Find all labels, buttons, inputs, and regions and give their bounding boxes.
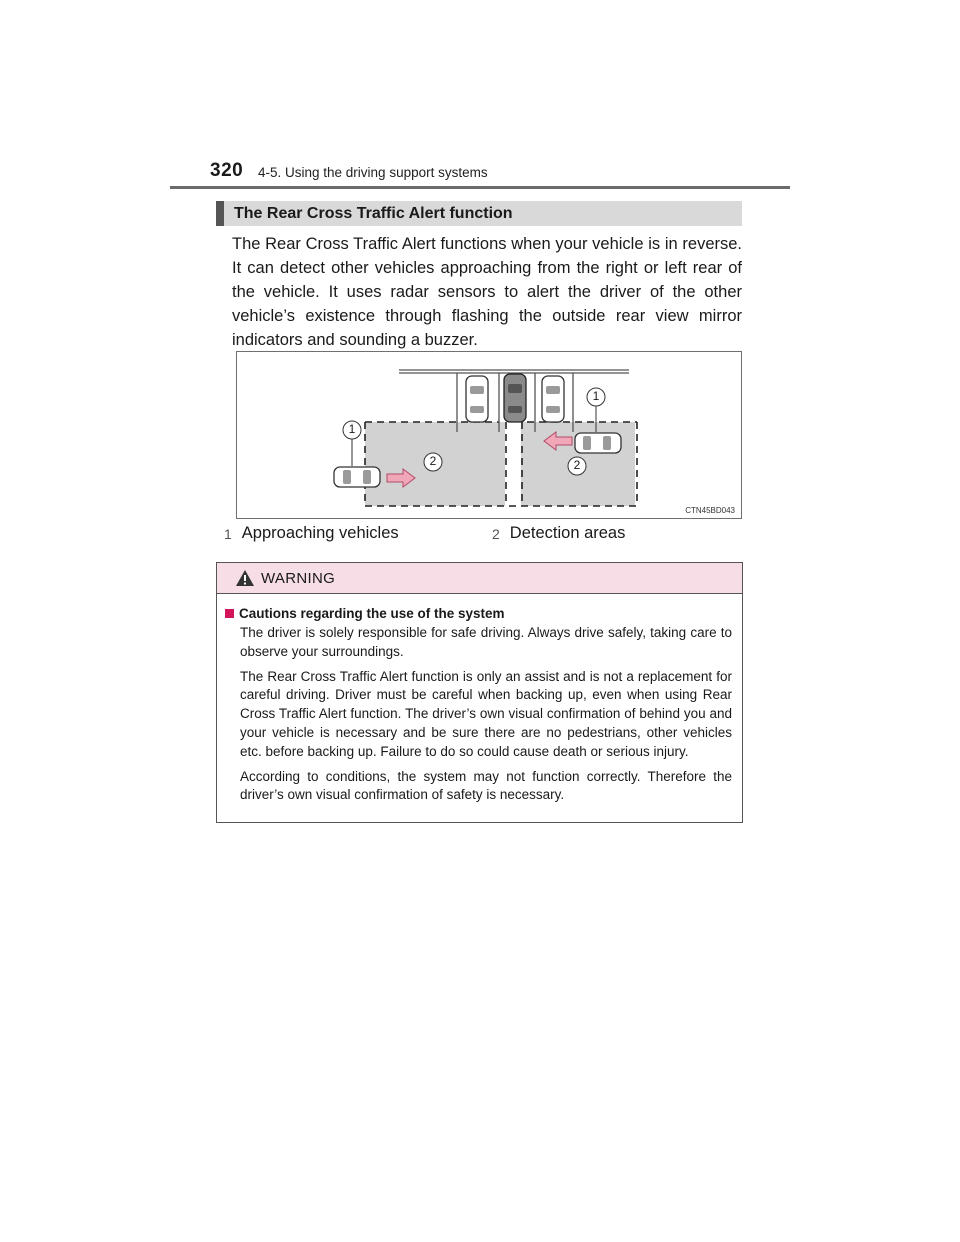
legend-item-approaching-vehicles [224, 524, 399, 543]
header-rule [170, 186, 790, 189]
warning-paragraph: The Rear Cross Traffic Alert function is only an assist and is not a replacement for careful driving. Driver must be careful when backing up, even when using Rear Cross Traffic Alert function. The driver’s own visual confirmation of behind you and your vehicle is necessary and be sure there are no pedestrians, other vehicles etc. before backing up. Failure to do so could cause death or serious injury. [240, 668, 732, 759]
page-number: 320 [210, 160, 244, 181]
section-heading: The Rear Cross Traffic Alert function [216, 201, 742, 226]
approaching-vehicle-left [334, 467, 380, 487]
diagram-code: CTN45BD043 [685, 506, 735, 515]
caution-heading [225, 606, 732, 621]
legend-number: 2 [492, 525, 500, 542]
rcta-diagram [236, 351, 742, 519]
warning-triangle-icon [235, 569, 255, 587]
legend-item-detection-areas [492, 524, 625, 543]
callout-2-right: 2 [573, 458, 581, 472]
warning-header [217, 563, 742, 594]
legend-label: Detection areas [509, 524, 626, 542]
warning-box [216, 562, 743, 823]
parked-car-2 [542, 376, 564, 422]
rcta-diagram-illustration [237, 352, 743, 520]
callout-1-right: 1 [592, 389, 600, 403]
legend-label: Approaching vehicles [241, 524, 399, 542]
section-label: 4-5. Using the driving support systems [258, 165, 488, 180]
legend-number: 1 [224, 525, 232, 542]
warning-title: WARNING [261, 569, 336, 587]
parked-car-1 [466, 376, 488, 422]
callout-2-left: 2 [429, 454, 437, 468]
intro-paragraph: The Rear Cross Traffic Alert functions when your vehicle is in reverse. It can detect other vehicles approaching from the right or left rear of the vehicle. It uses radar sensors to alert the driver of the other vehicle’s existence through flashing the outside rear view mirror indicators and sounding a buzzer. [232, 235, 742, 349]
square-bullet-icon [225, 609, 234, 618]
approaching-vehicle-right [575, 433, 621, 453]
caution-heading-text: Cautions regarding the use of the system [239, 606, 505, 621]
warning-paragraph: According to conditions, the system may not function correctly. Therefore the driver’s own visual confirmation of safety is necessary. [240, 768, 732, 803]
callout-1-left: 1 [348, 422, 356, 436]
warning-paragraph: The driver is solely responsible for safe driving. Always drive safely, taking care to observe your surroundings. [240, 625, 732, 659]
own-vehicle [504, 374, 526, 422]
warning-body [217, 594, 742, 805]
